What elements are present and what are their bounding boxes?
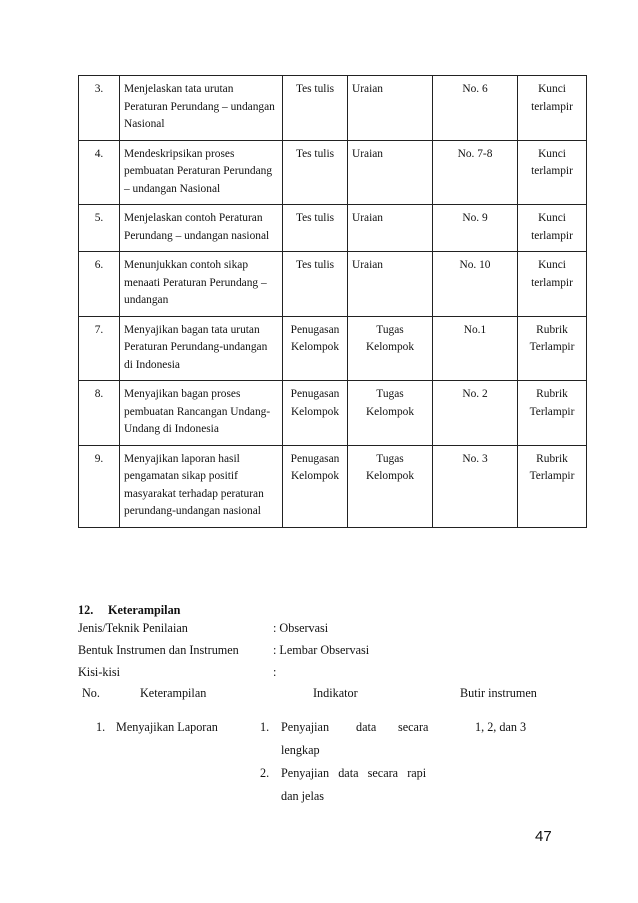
table-row: [79, 205, 587, 252]
indicator-1-word: secara: [398, 720, 429, 734]
row-indicator: Menyajikan bagan proses pembuatan Rancangan Undang-Undang di Indonesia: [120, 381, 283, 446]
row-indicator: Mendeskripsikan proses pembuatan Peraturan Perundang – undangan Nasional: [120, 140, 283, 205]
assessment-table: [78, 75, 587, 528]
row-key: Kunci terlampir: [518, 76, 587, 141]
kisi-row-number: 1.: [96, 720, 106, 734]
section-heading: [78, 603, 180, 618]
table-row: [79, 445, 587, 527]
row-form: Tugas Kelompok: [348, 381, 433, 446]
header-skill: Keterampilan: [140, 686, 207, 700]
row-key: Rubrik Terlampir: [518, 316, 587, 381]
row-technique: Tes tulis: [283, 76, 348, 141]
header-indicator: Indikator: [313, 686, 358, 700]
row-indicator: Menjelaskan tata urutan Peraturan Perundang – undangan Nasional: [120, 76, 283, 141]
row-key: Kunci terlampir: [518, 140, 587, 205]
page-number: 47: [535, 828, 552, 845]
row-form: Uraian: [348, 140, 433, 205]
row-question: No. 6: [433, 76, 518, 141]
row-number: 8.: [79, 381, 120, 446]
row-technique: Tes tulis: [283, 140, 348, 205]
row-key: Kunci terlampir: [518, 205, 587, 252]
row-question: No. 3: [433, 445, 518, 527]
table-row: [79, 316, 587, 381]
section-title: Keterampilan: [108, 603, 181, 617]
row-indicator: Menyajikan bagan tata urutan Peraturan Perundang-undangan di Indonesia: [120, 316, 283, 381]
table-row: [79, 140, 587, 205]
row-number: 9.: [79, 445, 120, 527]
row-technique: Penugasan Kelompok: [283, 445, 348, 527]
row-form: Uraian: [348, 76, 433, 141]
indicator-2-text: Penyajian data secara rapi: [281, 766, 427, 780]
assessment-type-label: Jenis/Teknik Penilaian: [78, 621, 188, 635]
row-key: Rubrik Terlampir: [518, 445, 587, 527]
row-key: Rubrik Terlampir: [518, 381, 587, 446]
row-indicator: Menyajikan laporan hasil pengamatan sikap positif masyarakat terhadap peraturan perundang-undangan nasional: [120, 445, 283, 527]
row-number: 3.: [79, 76, 120, 141]
grid-label: Kisi-kisi: [78, 665, 120, 679]
row-technique: Penugasan Kelompok: [283, 316, 348, 381]
indicator-2-number: 2.: [260, 766, 270, 780]
row-indicator: Menjelaskan contoh Peraturan Perundang – undangan nasional: [120, 205, 283, 252]
row-question: No. 7-8: [433, 140, 518, 205]
row-form: Tugas Kelompok: [348, 316, 433, 381]
row-technique: Penugasan Kelompok: [283, 381, 348, 446]
indicator-1-word: Penyajian: [281, 720, 330, 734]
row-technique: Tes tulis: [283, 205, 348, 252]
row-key: Kunci terlampir: [518, 252, 587, 317]
row-indicator: Menunjukkan contoh sikap menaati Peraturan Perundang – undangan: [120, 252, 283, 317]
indicator-1-number: 1.: [260, 720, 270, 734]
row-form: Tugas Kelompok: [348, 445, 433, 527]
header-no: No.: [82, 686, 100, 700]
kisi-row-skill: Menyajikan Laporan: [116, 720, 218, 734]
table-row: [79, 381, 587, 446]
instrument-form-value: : Lembar Observasi: [273, 643, 370, 657]
table-row: [79, 76, 587, 141]
instrument-form-label: Bentuk Instrumen dan Instrumen: [78, 643, 239, 657]
section-number: 12.: [78, 603, 94, 617]
indicator-2-continuation: dan jelas: [281, 789, 324, 803]
indicator-1-word: data: [356, 720, 377, 734]
row-number: 4.: [79, 140, 120, 205]
grid-value: :: [273, 665, 277, 679]
row-question: No.1: [433, 316, 518, 381]
row-technique: Tes tulis: [283, 252, 348, 317]
kisi-row-items: 1, 2, dan 3: [475, 720, 527, 734]
row-form: Uraian: [348, 252, 433, 317]
table-row: [79, 252, 587, 317]
indicator-1-continuation: lengkap: [281, 743, 320, 757]
assessment-type-value: : Observasi: [273, 621, 329, 635]
row-question: No. 10: [433, 252, 518, 317]
row-question: No. 9: [433, 205, 518, 252]
row-question: No. 2: [433, 381, 518, 446]
row-number: 7.: [79, 316, 120, 381]
row-form: Uraian: [348, 205, 433, 252]
header-items: Butir instrumen: [460, 686, 537, 700]
row-number: 6.: [79, 252, 120, 317]
row-number: 5.: [79, 205, 120, 252]
